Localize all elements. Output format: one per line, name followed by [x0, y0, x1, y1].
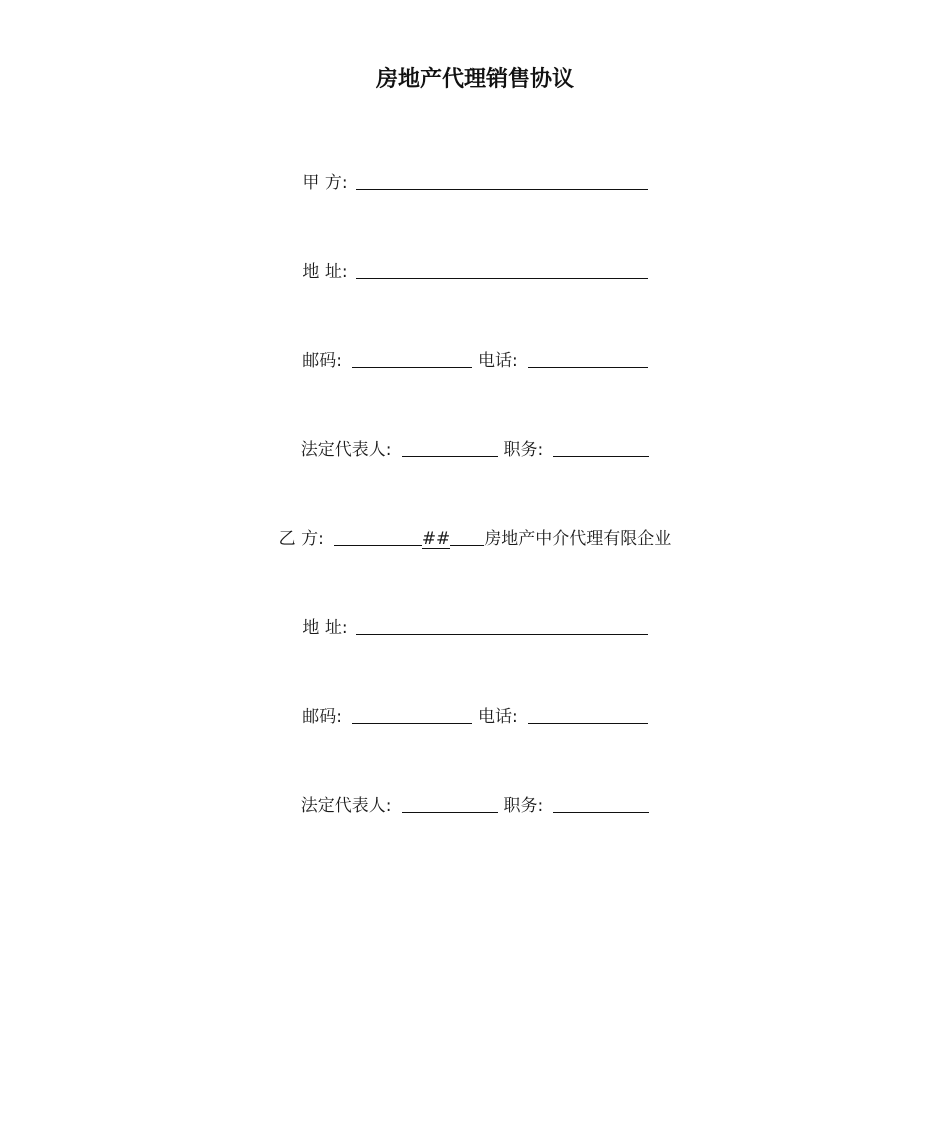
party-b-row	[0, 527, 950, 551]
party-a-rep-field[interactable]	[402, 442, 498, 457]
party-b-label: 乙 方:	[278, 529, 324, 549]
party-b-phone-label: 电话:	[478, 707, 518, 727]
party-a-label: 甲 方:	[302, 173, 348, 193]
party-a-name-field[interactable]	[356, 175, 648, 190]
party-a-postcode-field[interactable]	[352, 353, 472, 368]
party-b-address-field[interactable]	[356, 620, 648, 635]
party-b-name-value: ##	[421, 529, 451, 549]
party-b-rep-label: 法定代表人:	[300, 796, 392, 816]
party-a-phone-field[interactable]	[528, 353, 648, 368]
party-b-contact-row	[0, 705, 950, 729]
party-b-rep-row	[0, 794, 950, 818]
party-b-position-field[interactable]	[553, 798, 649, 813]
party-a-address-field[interactable]	[356, 264, 648, 279]
party-a-rep-row	[0, 438, 950, 462]
party-a-rep-label: 法定代表人:	[300, 440, 392, 460]
party-b-address-row	[0, 616, 950, 640]
document-title: 房地产代理销售协议	[375, 67, 574, 92]
party-a-position-field[interactable]	[553, 442, 649, 457]
party-b-address-label: 地 址:	[302, 618, 348, 638]
party-b-company-suffix: 房地产中介代理有限企业	[484, 529, 672, 549]
party-b-position-label: 职务:	[503, 796, 544, 816]
party-b-phone-field[interactable]	[528, 709, 648, 724]
party-b-name-field[interactable]	[334, 531, 422, 546]
party-a-position-label: 职务:	[503, 440, 544, 460]
party-b-postcode-label: 邮码:	[302, 707, 342, 727]
party-a-address-row	[0, 260, 950, 284]
party-b-postcode-field[interactable]	[352, 709, 472, 724]
party-a-contact-row	[0, 349, 950, 373]
party-b-rep-field[interactable]	[402, 798, 498, 813]
party-a-postcode-label: 邮码:	[302, 351, 342, 371]
party-a-phone-label: 电话:	[478, 351, 518, 371]
party-a-address-label: 地 址:	[302, 262, 348, 282]
party-b-name-field-tail[interactable]	[450, 531, 484, 546]
party-a-row	[0, 171, 950, 195]
